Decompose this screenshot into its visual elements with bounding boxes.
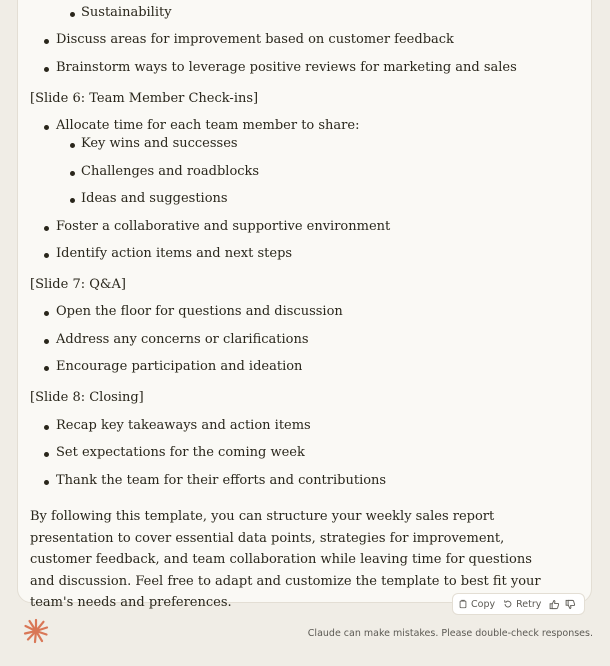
bullet-dot (44, 67, 49, 72)
list-item-open: Open the floor for questions and discussion (56, 304, 343, 319)
thumbs-down-icon (565, 599, 576, 610)
thumbs-up-icon (549, 599, 560, 610)
list-item-improvement: Discuss areas for improvement based on customer feedback (56, 32, 454, 47)
bullet-dot (44, 253, 49, 258)
copy-button[interactable] (458, 599, 495, 610)
sub-bullet-dot (70, 171, 75, 176)
list-item-recap: Recap key takeaways and action items (56, 418, 311, 433)
list-item-thank: Thank the team for their efforts and contributions (56, 473, 387, 488)
list-item-sustainability: Sustainability (81, 5, 172, 20)
sub-bullet-dot (70, 198, 75, 203)
disclaimer-text: Claude can make mistakes. Please double-check responses. (307, 628, 593, 639)
sub-item-ideas: Ideas and suggestions (81, 191, 228, 206)
list-item-identify: Identify action items and next steps (56, 246, 293, 261)
sub-bullet-dot (70, 143, 75, 148)
bullet-dot (44, 125, 49, 130)
slide-7-heading: [Slide 7: Q&A] (30, 277, 126, 292)
thumbs-up-button[interactable] (549, 599, 560, 610)
bullet-dot (44, 452, 49, 457)
bullet-dot (44, 366, 49, 371)
claude-logo-icon (23, 618, 49, 644)
copy-icon (458, 599, 468, 609)
retry-label: Retry (516, 598, 542, 610)
bullet-dot (44, 39, 49, 44)
bullet-dot (44, 226, 49, 231)
thumbs-down-button[interactable] (565, 599, 576, 610)
retry-icon (503, 599, 513, 609)
list-item-foster: Foster a collaborative and supportive environment (56, 219, 391, 234)
sub-bullet-dot (70, 12, 75, 17)
sub-item-challenges: Challenges and roadblocks (81, 164, 260, 179)
sub-item-wins: Key wins and successes (81, 136, 238, 151)
bullet-dot (44, 311, 49, 316)
bullet-dot (44, 480, 49, 485)
list-item-address: Address any concerns or clarifications (56, 332, 309, 347)
list-item-encourage: Encourage participation and ideation (56, 359, 303, 374)
retry-button[interactable] (503, 599, 541, 610)
list-item-expectations: Set expectations for the coming week (56, 445, 305, 460)
closing-paragraph: By following this template, you can structure your weekly sales report presentation to cover essential data points, strategies for improvement, customer feedback, and team collaboration while leaving time for questions and discussion. Feel free to adapt and customize the template to best fit your team's needs and preferences. (30, 509, 541, 610)
slide-6-heading: [Slide 6: Team Member Check-ins] (30, 91, 259, 106)
slide-8-heading: [Slide 8: Closing] (30, 390, 144, 405)
list-item-brainstorm: Brainstorm ways to leverage positive reviews for marketing and sales (56, 60, 517, 75)
message-actions (452, 593, 585, 615)
bullet-dot (44, 425, 49, 430)
list-item-allocate: Allocate time for each team member to share: (56, 118, 360, 133)
copy-label: Copy (471, 598, 496, 610)
bullet-dot (44, 339, 49, 344)
